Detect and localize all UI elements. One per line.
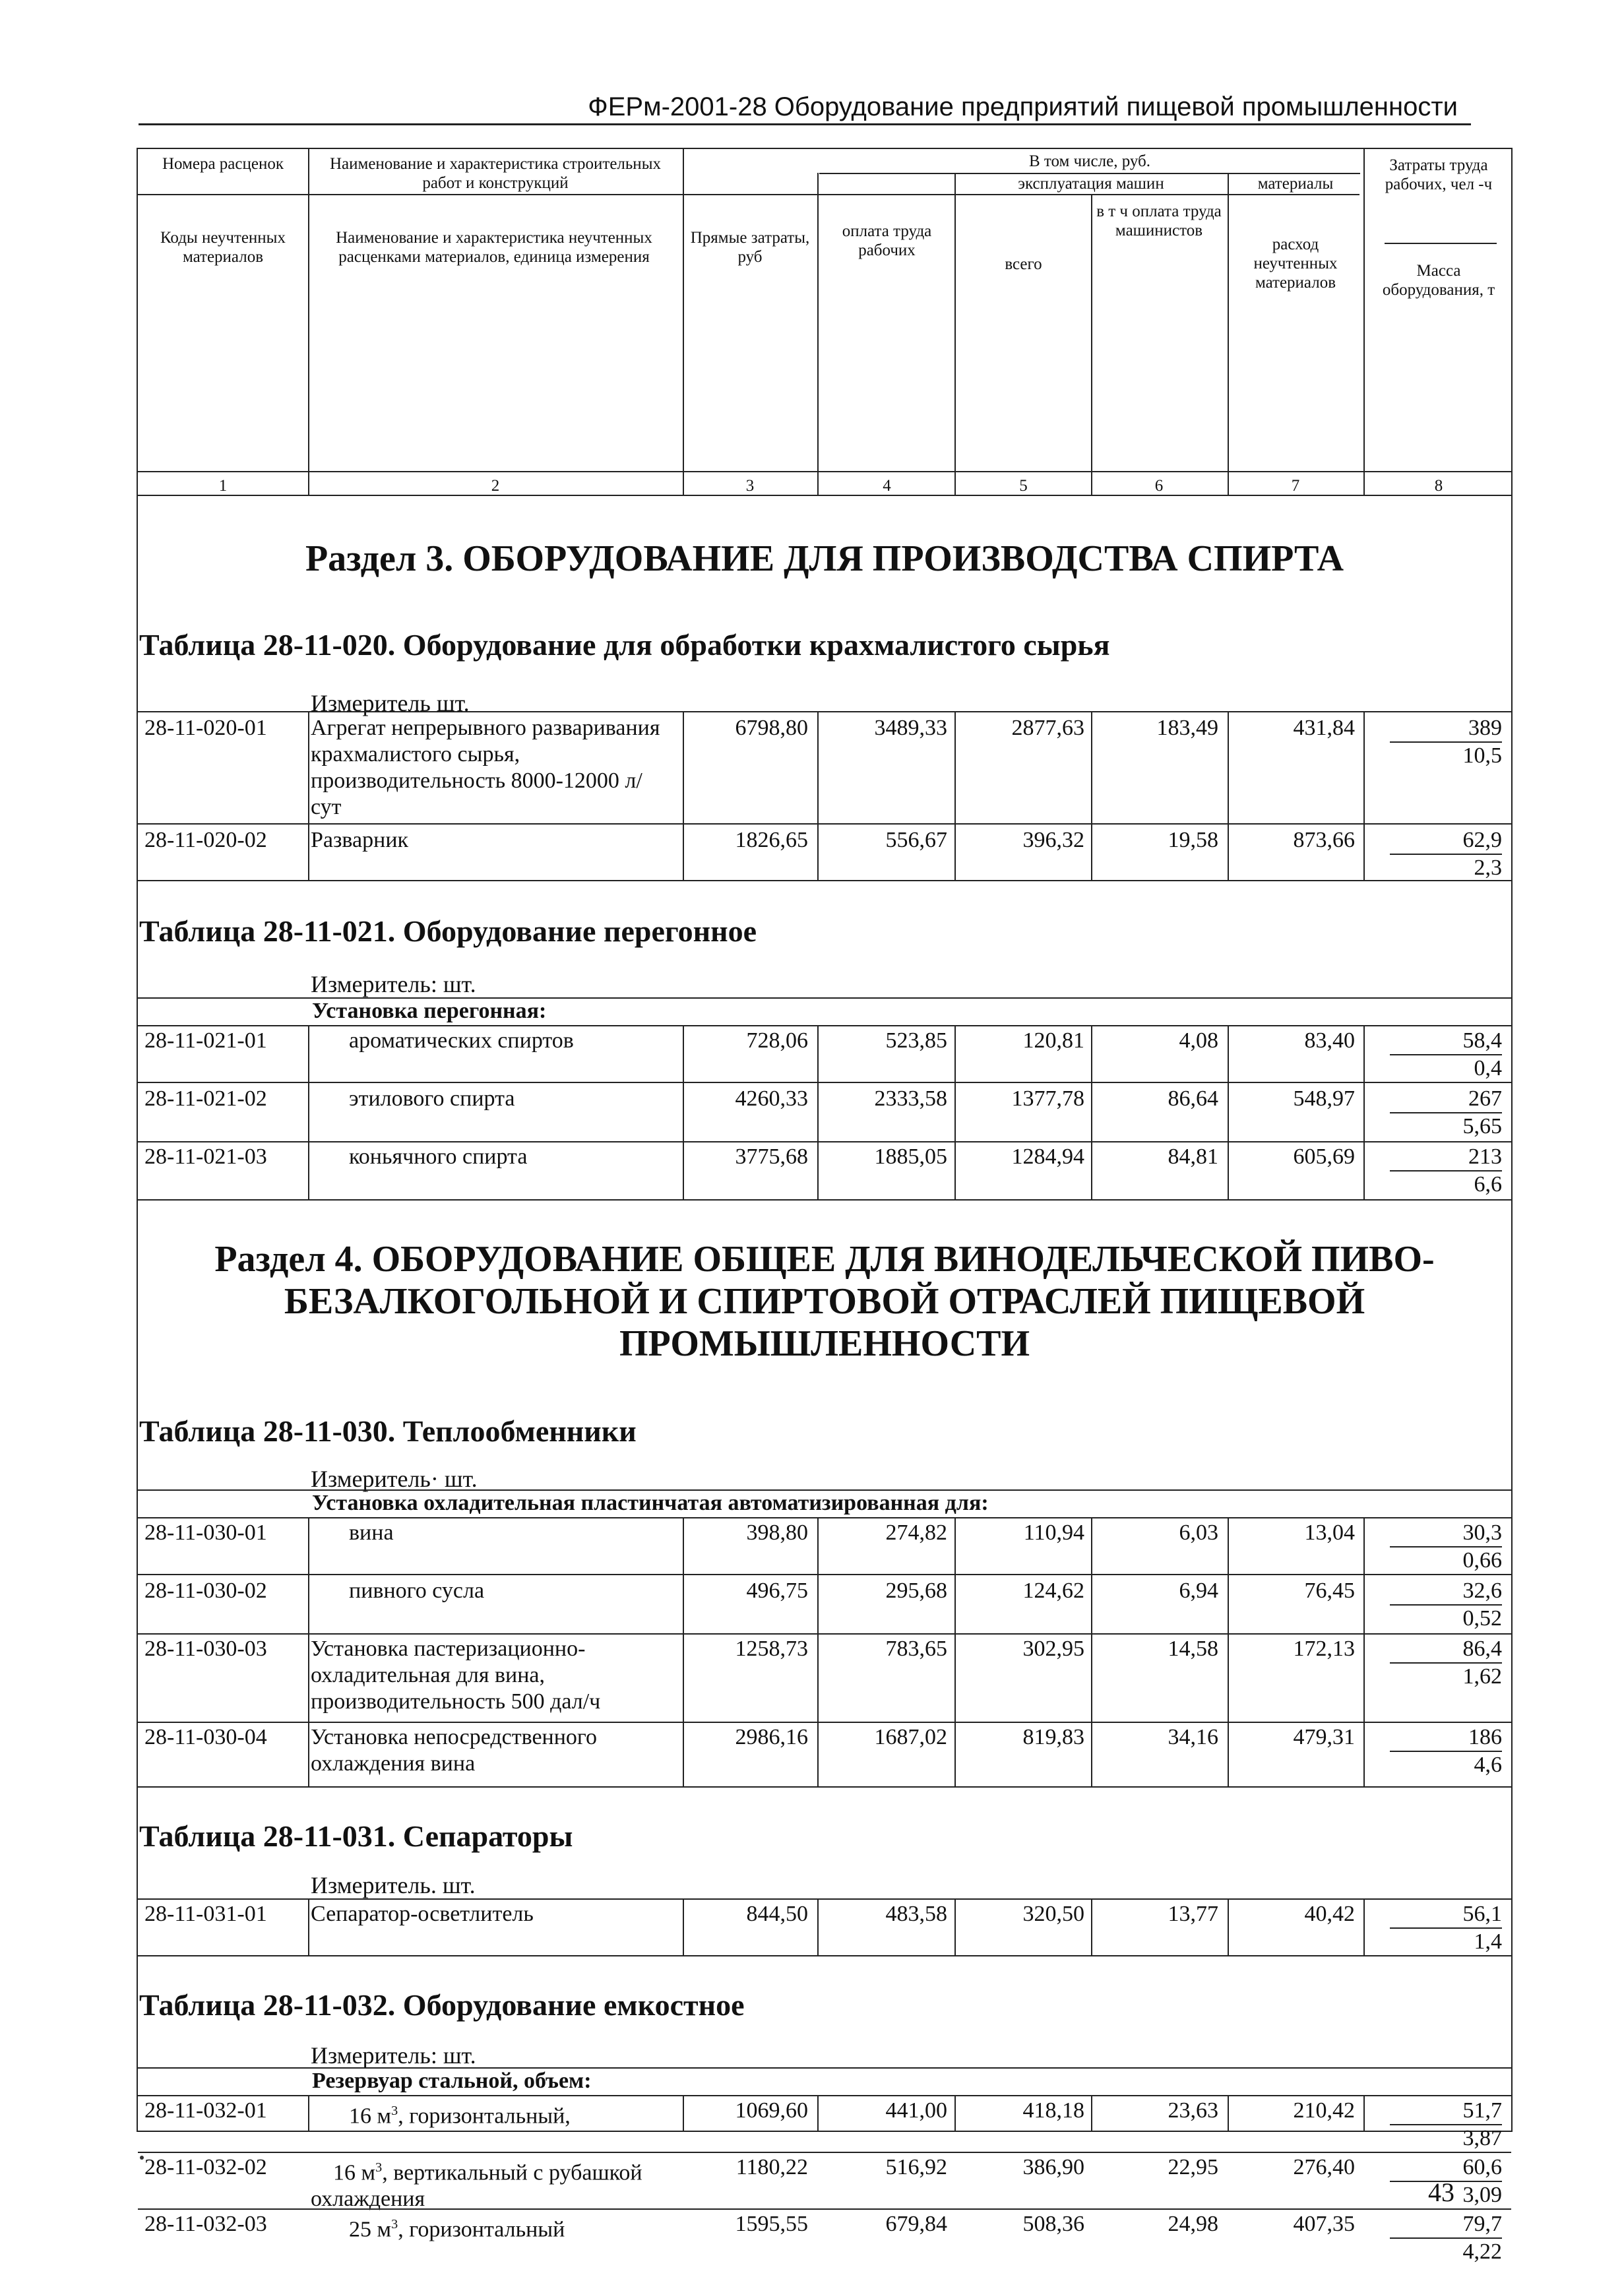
direct-cost: 728,06 (746, 1028, 808, 1053)
rate-name: пивного сусла (349, 1578, 485, 1603)
rate-name (311, 2154, 667, 2212)
col-vline (817, 2095, 819, 2131)
machinist-pay: 24,98 (1168, 2212, 1218, 2236)
page-number: 43 (1428, 2177, 1454, 2207)
col-vline (683, 1517, 684, 1786)
labor-hours: 60,6 (1390, 2154, 1502, 2182)
col-vline (1228, 2095, 1229, 2131)
table-021-measure: Измеритель: шт. (311, 971, 476, 997)
row-divider (138, 880, 1511, 881)
col-vline (1363, 1898, 1365, 1955)
row-divider (138, 1722, 1511, 1723)
materials-cost: 479,31 (1293, 1725, 1355, 1749)
header-vline (1091, 194, 1092, 495)
labor-pay: 274,82 (885, 1520, 947, 1545)
col8-top-header: Затраты труда рабочих, чел -ч (1385, 156, 1493, 193)
labor-mass-cell (1390, 2211, 1502, 2265)
direct-cost: 844,50 (746, 1902, 808, 1926)
materials-cost: 13,04 (1304, 1520, 1355, 1545)
machine-cost: 1284,94 (1011, 1144, 1084, 1169)
col-vline (1363, 1517, 1365, 1786)
header-bottom-line (138, 471, 1511, 472)
machine-cost: 120,81 (1022, 1028, 1084, 1053)
colnum-4: 4 (883, 477, 891, 495)
col-vline (1091, 2095, 1092, 2131)
col-vline (1363, 711, 1365, 880)
tank-type: , горизонтальный, (398, 2104, 571, 2129)
materials-cost: 76,45 (1304, 1578, 1355, 1603)
equipment-mass: 1,62 (1462, 1664, 1502, 1689)
materials-cost: 276,40 (1293, 2155, 1355, 2179)
machinist-pay: 34,16 (1168, 1725, 1218, 1749)
machine-cost: 418,18 (1022, 2098, 1084, 2123)
labor-hours: 389 (1390, 715, 1502, 743)
machinist-pay: 6,94 (1179, 1578, 1218, 1603)
col5-header: всего (1005, 255, 1042, 273)
col-vline (1091, 711, 1092, 880)
labor-hours: 30,3 (1390, 1520, 1502, 1547)
equipment-mass: 2,3 (1474, 856, 1502, 880)
direct-cost: 6798,80 (735, 716, 808, 740)
rate-code: 28-11-030-03 (144, 1637, 267, 1661)
col-vline (683, 711, 684, 880)
materials-cost: 172,13 (1293, 1637, 1355, 1661)
machine-cost: 508,36 (1022, 2212, 1084, 2236)
materials-header: материалы (1257, 175, 1334, 193)
machine-cost: 320,50 (1022, 1902, 1084, 1926)
rate-code: 28-11-031-01 (144, 1902, 267, 1926)
direct-cost: 398,80 (746, 1520, 808, 1545)
machine-cost: 124,62 (1022, 1578, 1084, 1603)
section-4-title-line1: Раздел 4. ОБОРУДОВАНИЕ ОБЩЕЕ ДЛЯ ВИНОДЕЛЬЧЕСКОЙ ПИВО- (138, 1239, 1511, 1280)
scan-speck (140, 2156, 144, 2160)
header-vline (1228, 173, 1229, 495)
materials-cost: 83,40 (1304, 1028, 1355, 1053)
rate-name: Сепаратор-осветлитель (311, 1902, 534, 1926)
labor-pay: 516,92 (885, 2155, 947, 2179)
volume: 16 м (333, 2160, 376, 2185)
col-vline (817, 1898, 819, 1955)
unit-superscript: 3 (391, 2217, 398, 2232)
labor-mass-cell (1390, 1578, 1502, 1632)
labor-pay: 295,68 (885, 1578, 947, 1603)
header-vline (308, 149, 309, 495)
col8-divider (1385, 243, 1497, 244)
colnum-5: 5 (1019, 477, 1028, 495)
table-020-measure: Измеритель шт. (311, 690, 470, 716)
materials-cost: 548,97 (1293, 1086, 1355, 1111)
group-label: Установка охладительная пластинчатая автоматизированная для: (312, 1491, 989, 1515)
row-divider (138, 1786, 1511, 1788)
col-vline (817, 1025, 819, 1199)
rate-name: Агрегат непрерывного разваривания крахмалистого сырья, производительность 8000-12000 л/сут (311, 716, 660, 819)
section-3-title: Раздел 3. ОБОРУДОВАНИЕ ДЛЯ ПРОИЗВОДСТВА СПИРТА (138, 538, 1511, 579)
materials-cost: 431,84 (1293, 716, 1355, 740)
labor-pay: 3489,33 (874, 716, 947, 740)
rate-name (349, 2098, 705, 2129)
table-030-measure: Измеритель· шт. (311, 1466, 478, 1492)
col-vline (1228, 1898, 1229, 1955)
col-vline (1228, 1517, 1229, 1786)
rate-code: 28-11-032-01 (144, 2098, 267, 2123)
header-vline (683, 149, 684, 495)
volume: 16 м (349, 2104, 392, 2129)
materials-cost: 873,66 (1293, 828, 1355, 852)
header-vline (954, 173, 956, 495)
table-021-title: Таблица 28-11-021. Оборудование перегонное (139, 914, 757, 948)
col4-header: оплата труда рабочих (842, 222, 932, 259)
header-vline (817, 173, 819, 495)
rate-code: 28-11-032-03 (144, 2212, 267, 2236)
col-vline (308, 711, 309, 880)
rate-name: этилового спирта (349, 1086, 515, 1111)
equipment-mass: 6,6 (1474, 1172, 1502, 1197)
rate-name: вина (349, 1520, 394, 1545)
equipment-mass: 4,6 (1474, 1753, 1502, 1777)
direct-cost: 1595,55 (735, 2212, 808, 2236)
machine-cost: 1377,78 (1011, 1086, 1084, 1111)
labor-mass-cell (1390, 1144, 1502, 1198)
machinist-pay: 14,58 (1168, 1637, 1218, 1661)
rate-name: Установка пастеризационно-охладительная для вина, производительность 500 дал/ч (311, 1637, 601, 1714)
row-divider (138, 2095, 1511, 2096)
labor-hours: 267 (1390, 1086, 1502, 1113)
table-031-title: Таблица 28-11-031. Сепараторы (139, 1819, 573, 1853)
labor-mass-cell (1390, 715, 1502, 769)
col6-header: в т ч оплата труда машинистов (1096, 203, 1222, 239)
labor-mass-cell (1390, 1636, 1502, 1690)
machines-header: эксплуатация машин (1018, 175, 1164, 193)
materials-cost: 407,35 (1293, 2212, 1355, 2236)
direct-cost: 2986,16 (735, 1725, 808, 1749)
machine-cost: 110,94 (1023, 1520, 1084, 1545)
table-030-title: Таблица 28-11-030. Теплообменники (139, 1414, 637, 1448)
colnum-6: 6 (1154, 477, 1164, 495)
tank-type: , горизонтальный (398, 2217, 565, 2242)
machinist-pay: 6,03 (1179, 1520, 1218, 1545)
rate-code: 28-11-021-02 (144, 1086, 267, 1111)
labor-hours: 186 (1390, 1724, 1502, 1752)
machinist-pay: 23,63 (1168, 2098, 1218, 2123)
machine-cost: 302,95 (1022, 1637, 1084, 1661)
labor-pay: 1687,02 (874, 1725, 947, 1749)
section-4-title-line3: ПРОМЫШЛЕННОСТИ (138, 1323, 1511, 1364)
rate-name: Установка непосредственного охлаждения вина (311, 1725, 598, 1776)
col3-header: Прямые затраты, руб (690, 229, 810, 266)
equipment-mass: 3,09 (1462, 2183, 1502, 2207)
col2-top-header: Наименование и характеристика строительных работ и конструкций (329, 155, 661, 192)
labor-hours: 32,6 (1390, 1578, 1502, 1606)
row-divider (138, 1141, 1511, 1142)
row-divider (138, 1574, 1511, 1575)
col-vline (817, 711, 819, 880)
col1-top-header: Номера расценок (162, 155, 284, 173)
labor-hours: 51,7 (1390, 2098, 1502, 2125)
equipment-mass: 4,22 (1462, 2239, 1502, 2264)
price-table (137, 148, 1513, 2264)
machinist-pay: 183,49 (1156, 716, 1218, 740)
machine-cost: 2877,63 (1011, 716, 1084, 740)
rate-name: Разварник (311, 828, 409, 852)
labor-mass-cell (1390, 1028, 1502, 1082)
colnum-1: 1 (218, 477, 228, 495)
machines-line (956, 194, 1359, 195)
col-vline (683, 1898, 684, 1955)
rate-code: 28-11-021-03 (144, 1144, 267, 1169)
labor-pay: 679,84 (885, 2212, 947, 2236)
colnum-7: 7 (1291, 477, 1300, 495)
unit-superscript: 3 (375, 2160, 383, 2175)
header-vline (1363, 149, 1365, 495)
machinist-pay: 84,81 (1168, 1144, 1218, 1169)
machinist-pay: 4,08 (1179, 1028, 1218, 1053)
group-label: Резервуар стальной, объем: (312, 2069, 592, 2093)
group-label: Установка перегонная: (312, 999, 547, 1023)
labor-mass-cell (1390, 827, 1502, 881)
colnum-2: 2 (491, 477, 500, 495)
row-divider (138, 1633, 1511, 1635)
machinist-pay: 22,95 (1168, 2155, 1218, 2179)
tank-type: , вертикальный с рубашкой охлаждения (311, 2160, 642, 2212)
rate-code: 28-11-021-01 (144, 1028, 267, 1053)
labor-pay: 441,00 (885, 2098, 947, 2123)
equipment-mass: 0,4 (1474, 1056, 1502, 1080)
col-vline (1363, 1025, 1365, 1199)
rate-code: 28-11-032-02 (144, 2155, 267, 2179)
equipment-mass: 10,5 (1462, 743, 1502, 768)
labor-hours: 86,4 (1390, 1636, 1502, 1664)
colnum-3: 3 (745, 477, 755, 495)
direct-cost: 4260,33 (735, 1086, 808, 1111)
row-divider (138, 1955, 1511, 1956)
direct-cost: 1069,60 (735, 2098, 808, 2123)
row-divider (138, 1199, 1511, 1201)
rate-code: 28-11-030-04 (144, 1725, 267, 1749)
col-vline (1228, 711, 1229, 880)
colnum-8: 8 (1434, 477, 1443, 495)
direct-cost: 3775,68 (735, 1144, 808, 1169)
materials-cost: 210,42 (1293, 2098, 1355, 2123)
labor-hours: 56,1 (1390, 1901, 1502, 1929)
col-vline (308, 1025, 309, 1199)
equipment-mass: 0,52 (1462, 1606, 1502, 1631)
row-divider (138, 711, 1511, 712)
labor-pay: 2333,58 (874, 1086, 947, 1111)
rate-code: 28-11-020-02 (144, 828, 267, 852)
rate-code: 28-11-020-01 (144, 716, 267, 740)
materials-cost: 605,69 (1293, 1144, 1355, 1169)
col2-bottom-header: Наименование и характеристика неучтенных расценками материалов, единица измерения (336, 229, 652, 266)
row-divider (138, 1082, 1511, 1083)
col-vline (1091, 1025, 1092, 1199)
row-divider (138, 1898, 1511, 1900)
row-divider (138, 1025, 1511, 1026)
col-vline (1363, 2095, 1365, 2131)
running-title: ФЕРм-2001-28 Оборудование предприятий пищевой промышленности (588, 92, 1458, 121)
machinist-pay: 19,58 (1168, 828, 1218, 852)
labor-mass-cell (1390, 2098, 1502, 2152)
col-vline (1091, 1898, 1092, 1955)
direct-cost: 1258,73 (735, 1637, 808, 1661)
equipment-mass: 3,87 (1462, 2126, 1502, 2150)
running-header (139, 91, 1471, 125)
row-divider (138, 2152, 1511, 2153)
col1-bottom-header: Коды неучтенных материалов (160, 229, 286, 266)
machine-cost: 396,32 (1022, 828, 1084, 852)
labor-pay: 556,67 (885, 828, 947, 852)
volume: 25 м (349, 2217, 392, 2242)
rate-code: 28-11-030-02 (144, 1578, 267, 1603)
rate-name: ароматических спиртов (349, 1028, 574, 1053)
equipment-mass: 1,4 (1474, 1929, 1502, 1954)
equipment-mass: 5,65 (1462, 1114, 1502, 1139)
row-divider (138, 823, 1511, 825)
labor-hours: 58,4 (1390, 1028, 1502, 1055)
col-vline (1228, 1025, 1229, 1199)
col-vline (308, 2095, 309, 2131)
col7-header: расход неучтенных материалов (1253, 235, 1338, 292)
direct-cost: 1180,22 (735, 2155, 808, 2179)
col-vline (308, 1898, 309, 1955)
table-020-title: Таблица 28-11-020. Оборудование для обработки крахмалистого сырья (139, 628, 1110, 662)
labor-hours: 62,9 (1390, 827, 1502, 855)
labor-mass-cell (1390, 1520, 1502, 1574)
materials-cost: 40,42 (1304, 1902, 1355, 1926)
col-vline (1091, 1517, 1092, 1786)
col8-bottom-header: Масса оборудования, т (1382, 262, 1495, 299)
direct-cost: 1826,65 (735, 828, 808, 852)
table-031-measure: Измеритель. шт. (311, 1872, 476, 1898)
machinist-pay: 13,77 (1168, 1902, 1218, 1926)
row-divider (138, 2208, 1511, 2210)
rate-name (349, 2211, 705, 2243)
labor-pay: 783,65 (885, 1637, 947, 1661)
labor-mass-cell (1390, 1724, 1502, 1778)
labor-mass-cell (1390, 1901, 1502, 1955)
equipment-mass: 0,66 (1462, 1548, 1502, 1573)
machinist-pay: 86,64 (1168, 1086, 1218, 1111)
machine-cost: 819,83 (1022, 1725, 1084, 1749)
section-4-title-line2: БЕЗАЛКОГОЛЬНОЙ И СПИРТОВОЙ ОТРАСЛЕЙ ПИЩЕВОЙ (138, 1281, 1511, 1322)
rate-code: 28-11-030-01 (144, 1520, 267, 1545)
machine-cost: 386,90 (1022, 2155, 1084, 2179)
labor-pay: 523,85 (885, 1028, 947, 1053)
direct-cost: 496,75 (746, 1578, 808, 1603)
table-032-measure: Измеритель: шт. (311, 2042, 476, 2069)
labor-mass-cell (1390, 1086, 1502, 1140)
incl-header: В том числе, руб. (1028, 152, 1151, 170)
labor-pay: 1885,05 (874, 1144, 947, 1169)
rate-name: коньячного спирта (349, 1144, 528, 1169)
labor-pay: 483,58 (885, 1902, 947, 1926)
col-vline (817, 1517, 819, 1786)
table-032-title: Таблица 28-11-032. Оборудование емкостное (139, 1988, 745, 2022)
row-divider (138, 1517, 1511, 1518)
labor-hours: 213 (1390, 1144, 1502, 1172)
col-vline (308, 1517, 309, 1786)
labor-hours: 79,7 (1390, 2211, 1502, 2239)
unit-superscript: 3 (391, 2104, 398, 2118)
